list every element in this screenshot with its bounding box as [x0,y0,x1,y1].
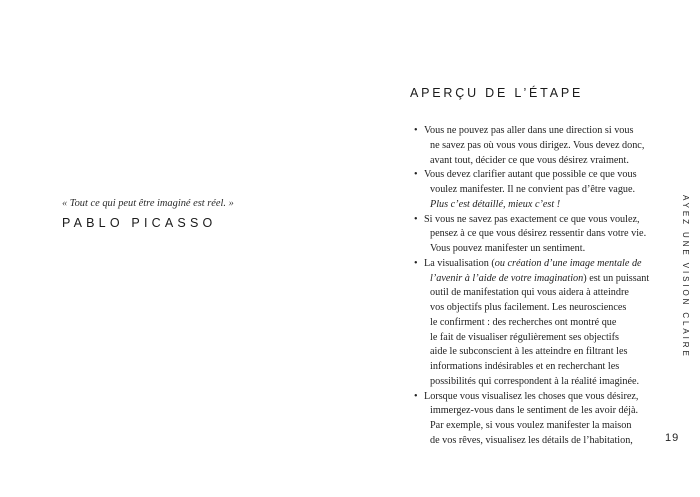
bullet-line [420,242,645,257]
bullet-line [420,154,645,169]
text-run: avant tout, décider ce que vous désirez vraiment. [430,154,629,166]
text-run: Si vous ne savez pas exactement ce que vous voulez, [424,213,640,225]
bullet-line [420,272,650,287]
text-run: informations indésirables et en recherchant les [430,361,620,372]
bullet-line [420,213,645,228]
text-run: ) est un puissant [583,272,650,284]
bullet-marker: • [414,257,418,269]
bullet-line [420,198,645,213]
bullet-line [420,168,645,183]
text-run: outil de manifestation qui vous aidera à atteindre [430,287,629,299]
bullet-line [420,345,645,360]
text-run: La visualisation ( [424,257,495,269]
bullet-marker: • [414,169,418,181]
text-run: aide le subconscient à les atteindre en filtrant les [430,346,628,358]
bullet-line [420,139,645,154]
text-run: Lorsque vous visualisez les choses que vous désirez, [424,390,639,402]
text-run: immergez-vous dans le sentiment de les avoir déjà. [430,405,639,417]
text-run: l’avenir à l’aide de votre imagination [430,272,584,284]
text-run: voulez manifester. Il ne convient pas d’être vague. [430,184,636,195]
bullet-line [420,375,645,390]
bullet-marker: • [414,213,418,225]
bullet-item [414,257,650,390]
bullet-line [420,419,645,434]
bullet-line [420,331,645,346]
bullet-line [420,301,645,316]
section-title: APERÇU DE L’ÉTAPE [410,86,584,100]
text-run: de vos rêves, visualisez les détails de l’habitation, [430,434,633,446]
text-run: ne savez pas où vous vous dirigez. Vous devez donc, [430,139,645,151]
bullet-item [414,213,647,257]
epigraph-quote: « Tout ce qui peut être imaginé est réel. » [62,198,234,209]
bullet-marker: • [414,390,418,402]
epigraph-author: PABLO PICASSO [62,216,217,230]
text-run: Vous pouvez manifester un sentiment. [430,243,586,254]
bullet-marker: • [414,125,418,136]
text-run: pensez à ce que vous désirez ressentir dans votre vie. [430,228,647,240]
running-head [678,195,692,359]
text-run: le confirment : des recherches ont montré que [430,316,617,328]
bullet-line [420,183,645,198]
text-run: vos objectifs plus facilement. Les neurosciences [430,302,627,313]
bullet-item [414,168,645,212]
text-run: Vous ne pouvez pas aller dans une direction si vous [424,125,634,136]
text-run: ou création d’une image mentale de [494,257,642,269]
bullet-line [420,124,645,139]
bullet-line [420,286,645,301]
bullet-line [420,316,645,331]
bullet-line [420,227,645,242]
text-run: Vous devez clarifier autant que possible ce que vous [424,169,637,181]
bullet-item [414,390,645,449]
text-run: Par exemple, si vous voulez manifester la maison [430,420,632,431]
bullet-line [420,434,645,449]
running-head-text: AYEZ UNE VISION CLAIRE [681,195,690,359]
bullet-line [420,404,645,419]
bullet-item [414,124,645,168]
text-run: Plus c’est détaillé, mieux c’est ! [430,198,561,210]
page-number: 19 [665,432,680,444]
bullet-line [420,390,645,405]
bullet-list [414,124,650,449]
text-run: le fait de visualiser régulièrement ses objectifs [430,331,619,343]
text-run: possibilités qui correspondent à la réalité imaginée. [430,375,640,387]
bullet-line [420,360,645,375]
bullet-line [420,257,645,272]
